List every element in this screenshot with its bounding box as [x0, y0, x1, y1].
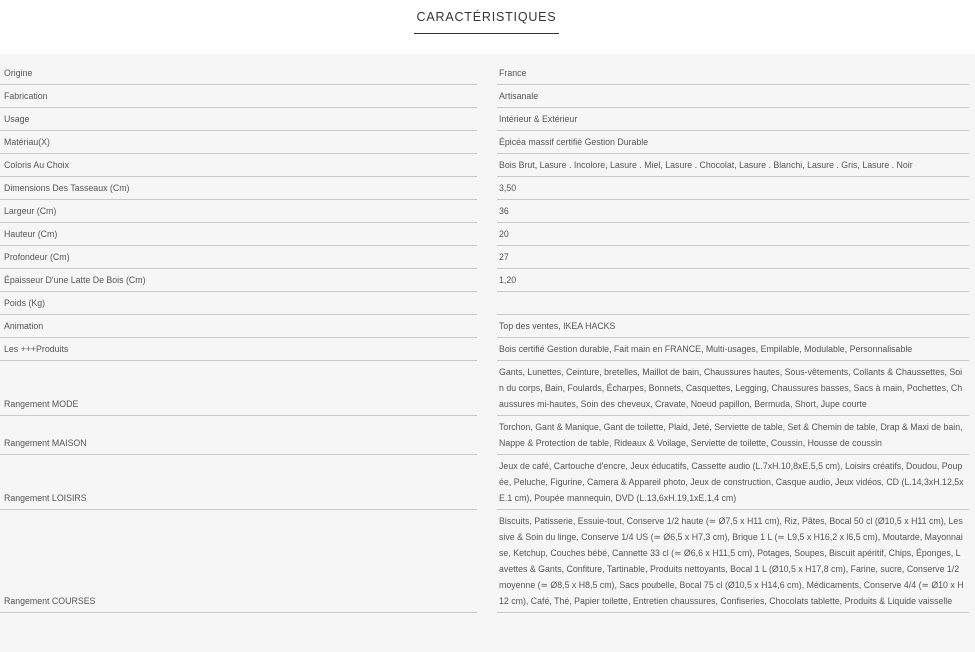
- spec-label: Les +++Produits: [0, 338, 477, 361]
- spec-row: [0, 85, 975, 108]
- row-padding: [969, 108, 975, 131]
- spec-value: 20: [497, 223, 969, 246]
- specifications-body: [0, 62, 975, 613]
- spec-row: [0, 315, 975, 338]
- spec-row: [0, 361, 975, 416]
- specifications-table: [0, 62, 975, 613]
- spec-row: [0, 62, 975, 85]
- spec-value: 36: [497, 200, 969, 223]
- spec-label: Épaisseur D'une Latte De Bois (Cm): [0, 269, 477, 292]
- column-gap: [477, 85, 497, 108]
- column-gap: [477, 510, 497, 613]
- spec-row: [0, 246, 975, 269]
- spec-value: 27: [497, 246, 969, 269]
- column-gap: [477, 338, 497, 361]
- spec-value: Artisanale: [497, 85, 969, 108]
- row-padding: [969, 455, 975, 510]
- tab-caracteristiques[interactable]: CARACTÉRISTIQUES: [414, 0, 559, 34]
- spec-value: 3,50: [497, 177, 969, 200]
- spec-row: [0, 177, 975, 200]
- column-gap: [477, 292, 497, 315]
- spec-value: Top des ventes, IKEA HACKS: [497, 315, 969, 338]
- column-gap: [477, 200, 497, 223]
- spec-row: [0, 510, 975, 613]
- spec-row: [0, 131, 975, 154]
- spec-label: Poids (Kg): [0, 292, 477, 315]
- spec-label: Matériau(X): [0, 131, 477, 154]
- row-padding: [969, 62, 975, 85]
- column-gap: [477, 416, 497, 455]
- column-gap: [477, 361, 497, 416]
- spec-label: Rangement MODE: [0, 361, 477, 416]
- spec-row: [0, 200, 975, 223]
- spec-value: Gants, Lunettes, Ceinture, bretelles, Maillot de bain, Chaussures hautes, Sous-vêtements, Collants & Chaussettes, Soin du corps, Bain, Foulards, Écharpes, Bonnets, Casquettes, Legging, Chaussures basses, Sacs à main, Pochettes, Chaussures mi-hautes, Soin des cheveux, Cravate, Noeud papillon, Bermuda, Short, Jupe courte: [497, 361, 969, 416]
- spec-row: [0, 269, 975, 292]
- spec-value: Torchon, Gant & Manique, Gant de toilette, Plaid, Jeté, Serviette de table, Set & Chemin de table, Drap & Maxi de bain, Nappe & Protection de table, Rideaux & Voilage, Serviette de toilette, Coussin, Housse de coussin: [497, 416, 969, 455]
- spec-row: [0, 154, 975, 177]
- row-padding: [969, 223, 975, 246]
- spec-value: Bois certifié Gestion durable, Fait main en FRANCE, Multi-usages, Empilable, Modulable, Personnalisable: [497, 338, 969, 361]
- column-gap: [477, 131, 497, 154]
- spec-label: Rangement MAISON: [0, 416, 477, 455]
- spec-value: Biscuits, Patisserie, Essuie-tout, Conserve 1/2 haute (≃ Ø7,5 x H11 cm), Riz, Pâtes, Bocal 50 cl (Ø10,5 x H11 cm), Lessive & Soin du linge, Conserve 1/4 US (≃ Ø6,5 x H7,3 cm), Brique 1 L (≃ L9,5 x H16,2 x l6,5 cm), Moutarde, Mayonnaise, Ketchup, Couches bébé, Cannette 33 cl (≃ Ø6,6 x H11,5 cm), Potages, Soupes, Biscuit apéritif, Chips, Éponges, Lavettes & Gants, Confiture, Tartinable, Produits nettoyants, Bocal 1 L (Ø10,5 x H17,8 cm), Farine, sucre, Conserve 1/2 moyenne (≃ Ø8,5 x H8,5 cm), Sacs poubelle, Bocal 75 cl (Ø10,5 x H14,6 cm), Médicaments, Conserve 4/4 (≃ Ø10 x H12 cm), Café, Thé, Papier toilette, Entretien chaussures, Confiseries, Chocolats tablette, Produits & Liquide vaisselle: [497, 510, 969, 613]
- column-gap: [477, 246, 497, 269]
- row-padding: [969, 361, 975, 416]
- spec-value: 1,20: [497, 269, 969, 292]
- spec-label: Dimensions Des Tasseaux (Cm): [0, 177, 477, 200]
- spec-value: France: [497, 62, 969, 85]
- column-gap: [477, 108, 497, 131]
- row-padding: [969, 292, 975, 315]
- spec-label: Fabrication: [0, 85, 477, 108]
- row-padding: [969, 510, 975, 613]
- spec-label: Hauteur (Cm): [0, 223, 477, 246]
- row-padding: [969, 200, 975, 223]
- row-padding: [969, 269, 975, 292]
- spec-label: Rangement COURSES: [0, 510, 477, 613]
- spec-row: [0, 108, 975, 131]
- row-padding: [969, 315, 975, 338]
- spec-label: Profondeur (Cm): [0, 246, 477, 269]
- spec-row: [0, 416, 975, 455]
- spec-label: Animation: [0, 315, 477, 338]
- spec-value: Épicéa massif certifié Gestion Durable: [497, 131, 969, 154]
- spec-row: [0, 292, 975, 315]
- spec-row: [0, 455, 975, 510]
- column-gap: [477, 177, 497, 200]
- specifications-panel: [0, 54, 975, 652]
- spec-value: Bois Brut, Lasure . Incolore, Lasure . Miel, Lasure . Chocolat, Lasure . Blanchi, Lasure . Gris, Lasure . Noir: [497, 154, 969, 177]
- column-gap: [477, 269, 497, 292]
- product-tabs-header: [0, 0, 975, 54]
- column-gap: [477, 223, 497, 246]
- spec-row: [0, 223, 975, 246]
- column-gap: [477, 154, 497, 177]
- spec-row: [0, 338, 975, 361]
- spec-value: Intérieur & Extérieur: [497, 108, 969, 131]
- spec-label: Coloris Au Choix: [0, 154, 477, 177]
- row-padding: [969, 416, 975, 455]
- row-padding: [969, 338, 975, 361]
- spec-value: Jeux de café, Cartouche d'encre, Jeux éducatifs, Cassette audio (L.7xH.10,8xE.5,5 cm), Loisirs créatifs, Doudou, Poupée, Peluche, Figurine, Camera & Appareil photo, Jeux de construction, Casque audio, Jeux vidéos, CD (L.14,3xH.12,5xE.1 cm), Poupée mannequin, DVD (L.13,6xH.19,1xE.1,4 cm): [497, 455, 969, 510]
- column-gap: [477, 62, 497, 85]
- row-padding: [969, 85, 975, 108]
- row-padding: [969, 131, 975, 154]
- spec-label: Origine: [0, 62, 477, 85]
- row-padding: [969, 246, 975, 269]
- spec-label: Rangement LOISIRS: [0, 455, 477, 510]
- spec-value: [497, 292, 969, 315]
- row-padding: [969, 177, 975, 200]
- column-gap: [477, 455, 497, 510]
- row-padding: [969, 154, 975, 177]
- column-gap: [477, 315, 497, 338]
- spec-label: Usage: [0, 108, 477, 131]
- spec-label: Largeur (Cm): [0, 200, 477, 223]
